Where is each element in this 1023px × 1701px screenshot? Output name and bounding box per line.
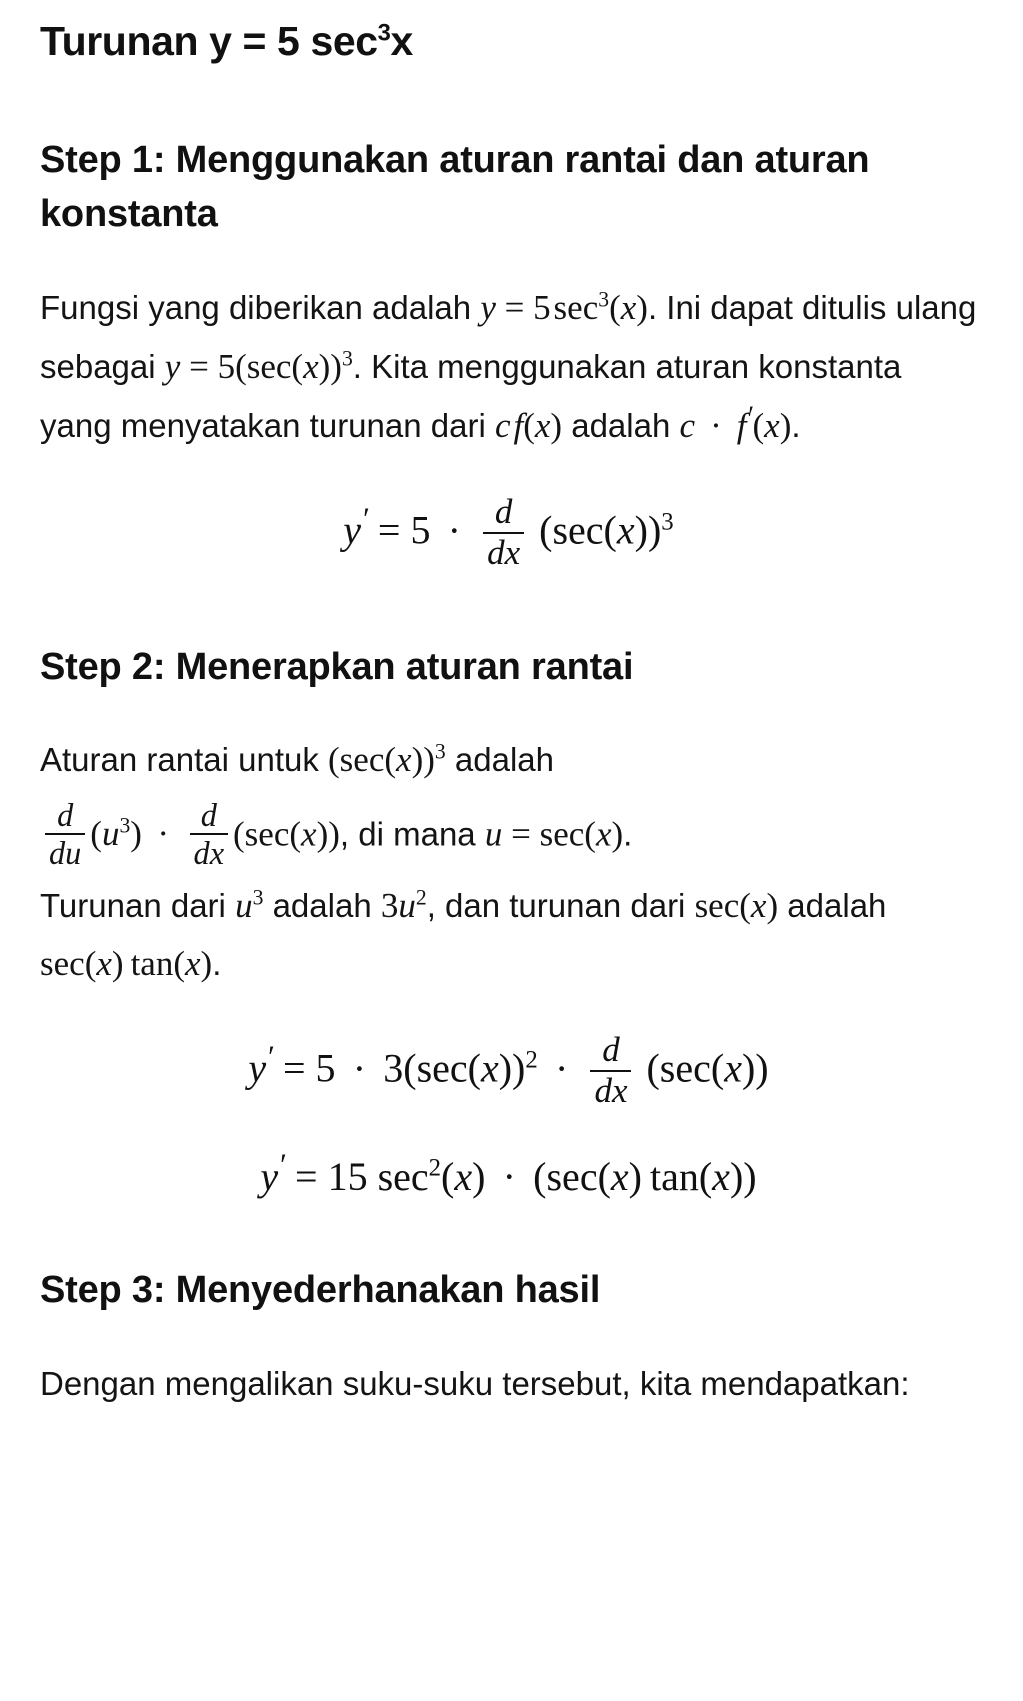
step-2-text-b: adalah — [454, 740, 555, 778]
step-2-paragraph-2 — [40, 789, 977, 878]
math-u-equals-secx: u = sec(x) — [484, 814, 624, 854]
step-2-display-equation-1: $y' = 5 \cdot 3(\sec(x))^2$ · $\frac{d}{dx}$ (sec(x)) — [248, 1030, 769, 1111]
spacer — [40, 993, 977, 1019]
equation-term-2-exponent: 2 — [525, 1046, 538, 1074]
equation-equals: = — [377, 507, 401, 553]
fraction-denominator: dx — [594, 1071, 628, 1111]
step-2-display-equation-2: y′ = 15 $\sec^2(x) \cdot (\sec(x)$ tan(x)) — [260, 1147, 757, 1200]
step-2-text-d: . — [623, 815, 633, 853]
equation-lhs: y — [248, 1046, 267, 1092]
step-2-text-g: , dan turunan dari — [426, 887, 686, 925]
equation-equals: = — [295, 1154, 318, 1200]
fraction-denominator: dx — [193, 835, 225, 872]
equation-lhs: y — [343, 507, 362, 553]
fraction-numerator: d — [200, 796, 217, 833]
page-title-prefix: Turunan y = 5 sec — [40, 18, 378, 64]
step-3-heading: Step 3: Menyederhanakan hasil — [40, 1269, 601, 1312]
equation-dot-2: · — [554, 1046, 569, 1092]
math-y-eq-5sec3x: y = 5 $\sec^3(x)$ — [480, 287, 648, 327]
step-1-text-e: . — [791, 406, 801, 444]
fraction-numerator: d — [494, 491, 513, 531]
fraction-d-dx-2 — [190, 796, 228, 872]
step-2-paragraph-1 — [40, 731, 977, 789]
fraction-d-dx — [483, 491, 524, 572]
equation-lhs: y — [260, 1154, 279, 1200]
step-1-display-equation: y′ = 5 · $\frac{d}{dx}$ $(\sec(x))^3$ — [343, 491, 674, 572]
fraction-numerator: d — [602, 1030, 620, 1070]
step-2-text-f: adalah — [272, 887, 372, 925]
fraction-denominator: du — [49, 835, 82, 872]
equation-function: sec — [377, 1154, 429, 1200]
equation-argument: (x) — [441, 1154, 486, 1200]
math-sec-x-inline: sec(x) — [694, 886, 779, 926]
step-2-heading: Step 2: Menerapkan aturan rantai — [40, 645, 634, 688]
equation-coefficient: 15 — [327, 1154, 368, 1200]
spacer — [40, 1318, 977, 1354]
equation-term-2: 3(sec(x)) — [383, 1046, 526, 1092]
math-c-dot-fprime-x: c · f′(x) — [679, 400, 792, 445]
math-secx-cubed: $(\sec(x))^3$ — [328, 739, 446, 779]
equation-operand-exponent: 3 — [661, 508, 674, 536]
math-u-cubed-paren: $(u^3)$ — [90, 813, 142, 854]
equation-dot: · — [502, 1154, 516, 1200]
spacer — [40, 585, 977, 641]
step-1-text-d: adalah — [571, 406, 671, 444]
step-2-text-h: adalah — [787, 887, 887, 925]
fraction-d-du — [45, 796, 85, 872]
spacer — [40, 695, 977, 731]
step-1-text-a: Fungsi yang diberikan adalah — [40, 288, 472, 326]
page-title-exponent: 3 — [377, 19, 391, 47]
page-title — [40, 8, 977, 66]
step-2-text-c: , di mana — [339, 815, 476, 853]
spacer — [40, 242, 977, 278]
equation-function-exponent: 2 — [428, 1154, 442, 1182]
equation-operand: (sec(x)) — [539, 507, 662, 553]
equation-equals: = — [282, 1046, 306, 1092]
equation-rhs: (sec(x) tan(x)) — [533, 1154, 757, 1200]
spacer — [40, 1214, 977, 1264]
step-2-paragraph-3 — [40, 877, 977, 993]
equation-operand: (sec(x)) — [646, 1046, 769, 1092]
spacer — [40, 66, 977, 134]
step-1-paragraph — [40, 278, 977, 455]
fraction-numerator: d — [57, 796, 74, 833]
step-2-text-a: Aturan rantai untuk — [40, 740, 319, 778]
spacer — [40, 455, 977, 481]
equation-dot-1: · — [352, 1046, 367, 1092]
step-2-text-i: . — [212, 945, 222, 983]
fraction-d-dx-3 — [590, 1030, 631, 1111]
page-title-suffix: x — [390, 18, 413, 64]
equation-term-1: 5 — [315, 1046, 336, 1092]
math-c-f-x: c f(x) — [494, 405, 563, 445]
math-u-cubed: $u^3$ — [235, 885, 264, 926]
equation-dot: · — [447, 507, 461, 553]
math-sec-x-paren: (sec(x)) — [233, 814, 340, 854]
math-y-eq-5secx-cubed: $y = 5(\sec(x))^3$ — [164, 346, 353, 386]
step-2-text-e: Turunan dari — [40, 887, 226, 925]
step-3-paragraph: Dengan mengalikan suku-suku tersebut, kita mendapatkan: — [40, 1365, 910, 1403]
math-three-u-squared: $3u^2$ — [380, 885, 427, 926]
step-1-text-b: . Ini dapat ditulis ulang sebagai — [40, 288, 977, 385]
step-1-heading: Step 1: Menggunakan aturan rantai dan aturan konstanta — [40, 139, 870, 235]
math-dot-operator: · — [157, 814, 170, 854]
spacer — [40, 1123, 977, 1139]
step-1-text-c: . Kita menggunakan aturan konstanta yang menyatakan turunan dari — [40, 347, 902, 444]
equation-coefficient: 5 — [410, 507, 431, 553]
math-sec-tan: sec(x) tan(x) — [40, 944, 213, 984]
fraction-denominator: dx — [487, 532, 521, 572]
